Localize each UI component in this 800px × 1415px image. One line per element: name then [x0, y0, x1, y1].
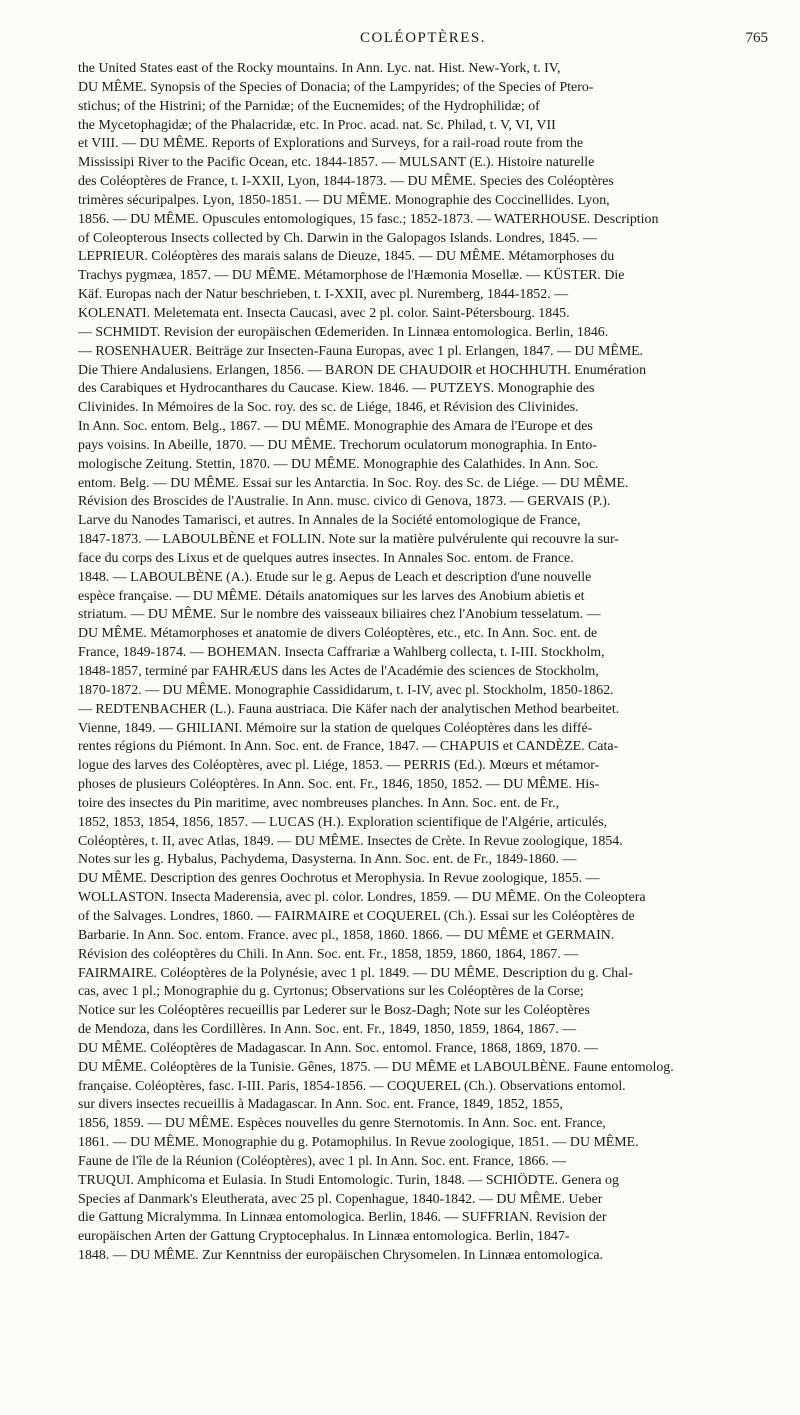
text-line: 1870-1872. — DU MÊME. Monographie Cassididarum, t. I-IV, avec pl. Stockholm, 1850-1862.	[78, 682, 614, 698]
text-line: Die Thiere Andalusiens. Erlangen, 1856. — BARON DE CHAUDOIR et HOCHHUTH. Enumération	[78, 362, 647, 378]
text-line: 1847-1873. — LABOULBÈNE et FOLLIN. Note sur la matière pulvérulente qui recouvre la sur-	[78, 532, 619, 548]
page-header	[78, 30, 768, 54]
text-line: des Coléoptères de France, t. I-XXII, Lyon, 1844-1873. — DU MÊME. Species des Coléoptères	[78, 174, 614, 190]
text-line: stichus; of the Histrini; of the Parnidæ; of the Eucnemides; of the Hydrophilidæ; of	[78, 98, 540, 114]
text-line: espèce française. — DU MÊME. Détails anatomiques sur les larves des Anobium abietis et	[78, 588, 585, 604]
text-line: of the Salvages. Londres, 1860. — FAIRMAIRE et COQUEREL (Ch.). Essai sur les Coléoptères de	[78, 908, 635, 924]
text-line: DU MÊME. Synopsis of the Species of Donacia; of the Lampyrides; of the Species of Ptero-	[78, 79, 594, 95]
text-line: logue des larves des Coléoptères, avec pl. Liége, 1853. — PERRIS (Ed.). Mœurs et métamor-	[78, 758, 600, 774]
text-line: Révision des Broscides de l'Australie. In Ann. musc. civico di Genova, 1873. — GERVAIS (P.).	[78, 494, 611, 510]
text-line: face du corps des Lixus et de quelques autres insectes. In Annales Soc. entom. de France.	[78, 550, 574, 566]
text-line: pays voisins. In Abeille, 1870. — DU MÊME. Trechorum oculatorum monographia. In Ento-	[78, 437, 597, 453]
text-line: toire des insectes du Pin maritime, avec nombreuses planches. In Ann. Soc. ent. de Fr.,	[78, 795, 560, 811]
text-line: die Gattung Micralymma. In Linnæa entomologica. Berlin, 1846. — SUFFRIAN. Revision der	[78, 1210, 607, 1226]
text-line: mologische Zeitung. Stettin, 1870. — DU MÊME. Monographie des Calathides. In Ann. Soc.	[78, 456, 599, 472]
text-line: In Ann. Soc. entom. Belg., 1867. — DU MÊME. Monographie des Amara de l'Europe et des	[78, 419, 593, 435]
text-line: striatum. — DU MÊME. Sur le nombre des vaisseaux biliaires chez l'Anobium tesselatum. —	[78, 607, 601, 623]
text-line: Notice sur les Coléoptères recueillis par Lederer sur le Bosz-Dagh; Note sur les Coléoptères	[78, 1003, 590, 1019]
text-line: phoses de plusieurs Coléoptères. In Ann. Soc. ent. Fr., 1846, 1850, 1852. — DU MÊME. His-	[78, 777, 600, 793]
running-title: COLÉOPTÈRES.	[360, 30, 486, 46]
text-line: 1848-1857, terminé par FAHRÆUS dans les Actes de l'Académie des sciences de Stockholm,	[78, 664, 599, 679]
text-line: de Mendoza, dans les Cordillères. In Ann. Soc. ent. Fr., 1849, 1850, 1859, 1864, 1867. —	[78, 1022, 577, 1038]
text-line: France, 1849-1874. — BOHEMAN. Insecta Caffrariæ a Wahlberg collecta, t. I-III. Stockholm,	[78, 645, 605, 661]
text-line: WOLLASTON. Insecta Maderensia, avec pl. color. Londres, 1859. — DU MÊME. On the Coleoptera	[78, 890, 646, 906]
text-line: DU MÊME. Coléoptères de la Tunisie. Gênes, 1875. — DU MÊME et LABOULBÈNE. Faune entomolog.	[78, 1059, 674, 1075]
text-line: cas, avec 1 pl.; Monographie du g. Cyrtonus; Observations sur les Coléoptères de la Corse;	[78, 984, 584, 1000]
text-line: 1852, 1853, 1854, 1856, 1857. — LUCAS (H.). Exploration scientifique de l'Algérie, articulés,	[78, 814, 608, 830]
text-line: KOLENATI. Meletemata ent. Insecta Caucasi, avec 2 pl. color. Saint-Pétersbourg. 1845.	[78, 305, 570, 321]
text-line: Notes sur les g. Hybalus, Pachydema, Dasysterna. In Ann. Soc. ent. de Fr., 1849-1860. —	[78, 852, 577, 868]
text-line: FAIRMAIRE. Coléoptères de la Polynésie, avec 1 pl. 1849. — DU MÊME. Description du g. Chal-	[78, 965, 633, 981]
text-line: DU MÊME. Coléoptères de Madagascar. In Ann. Soc. entomol. France, 1868, 1869, 1870. —	[78, 1040, 599, 1056]
text-line: sur divers insectes recueillis à Madagascar. In Ann. Soc. ent. France, 1849, 1852, 1855,	[78, 1097, 563, 1113]
text-line: TRUQUI. Amphicoma et Eulasia. In Studi Entomologic. Turin, 1848. — SCHIÖDTE. Genera og	[78, 1172, 619, 1188]
text-line: Faune de l'île de la Réunion (Coléoptères), avec 1 pl. In Ann. Soc. ent. France, 1866. —	[78, 1153, 567, 1169]
text-line: Vienne, 1849. — GHILIANI. Mémoire sur la station de quelques Coléoptères dans les diffé-	[78, 720, 593, 736]
text-line: entom. Belg. — DU MÊME. Essai sur les Antarctia. In Soc. Roy. des Sc. de Liége. — DU MÊME.	[78, 475, 629, 491]
text-line: 1848. — DU MÊME. Zur Kenntniss der europäischen Chrysomelen. In Linnæa entomologica.	[78, 1248, 604, 1264]
text-line: of Coleopterous Insects collected by Ch. Darwin in the Galopagos Islands. Londres, 1845. —	[78, 230, 597, 246]
bibliography-text	[78, 60, 768, 1266]
text-line: Käf. Europas nach der Natur beschrieben, t. I-XXII, avec pl. Nuremberg, 1844-1852. —	[78, 287, 568, 303]
text-line: 1856, 1859. — DU MÊME. Espèces nouvelles du genre Sternotomis. In Ann. Soc. ent. France,	[78, 1116, 606, 1132]
text-line: Clivinides. In Mémoires de la Soc. roy. des sc. de Liége, 1846, et Révision des Clivinides.	[78, 400, 579, 416]
text-line: rentes régions du Piémont. In Ann. Soc. ent. de France, 1847. — CHAPUIS et CANDÈZE. Cata-	[78, 739, 619, 755]
text-line: the United States east of the Rocky mountains. In Ann. Lyc. nat. Hist. New-York, t. IV,	[78, 61, 561, 76]
text-line: Species af Danmark's Eleutherata, avec 25 pl. Copenhague, 1840-1842. — DU MÊME. Ueber	[78, 1191, 603, 1207]
text-line: Révision des coléoptères du Chili. In Ann. Soc. ent. Fr., 1858, 1859, 1860, 1864, 1867. —	[78, 946, 579, 962]
text-line: DU MÊME. Métamorphoses et anatomie de divers Coléoptères, etc., etc. In Ann. Soc. ent. de	[78, 626, 598, 642]
text-line: 1861. — DU MÊME. Monographie du g. Potamophilus. In Revue zoologique, 1851. — DU MÊME.	[78, 1135, 639, 1151]
text-line: the Mycetophagidæ; of the Phalacridæ, etc. In Proc. acad. nat. Sc. Philad, t. V, VI, VII	[78, 117, 556, 133]
text-line: des Carabiques et Hydrocanthares du Caucase. Kiew. 1846. — PUTZEYS. Monographie des	[78, 381, 595, 397]
text-line: DU MÊME. Description des genres Oochrotus et Merophysia. In Revue zoologique, 1855. —	[78, 871, 600, 887]
text-line: — ROSENHAUER. Beiträge zur Insecten-Fauna Europas, avec 1 pl. Erlangen, 1847. — DU MÊME.	[78, 343, 644, 359]
text-line: Coléoptères, t. II, avec Atlas, 1849. — DU MÊME. Insectes de Crète. In Revue zoologique, 1854.	[78, 833, 623, 849]
text-line: Larve du Nanodes Tamarisci, et autres. In Annales de la Société entomologique de France,	[78, 513, 581, 529]
text-line: europäischen Arten der Gattung Cryptocephalus. In Linnæa entomologica. Berlin, 1847-	[78, 1229, 570, 1245]
text-line: — REDTENBACHER (L.). Fauna austriaca. Die Käfer nach der analytischen Method bearbeitet.	[78, 701, 620, 717]
text-line: 1848. — LABOULBÈNE (A.). Etude sur le g. Aepus de Leach et description d'une nouvelle	[78, 569, 592, 585]
text-line: Barbarie. In Ann. Soc. entom. France. avec pl., 1858, 1860. 1866. — DU MÊME et GERMAIN.	[78, 927, 615, 943]
text-line: — SCHMIDT. Revision der europäischen Œdemeriden. In Linnæa entomologica. Berlin, 1846.	[78, 324, 609, 340]
page-number: 765	[745, 30, 768, 46]
text-line: française. Coléoptères, fasc. I-III. Paris, 1854-1856. — COQUEREL (Ch.). Observations entomol.	[78, 1078, 626, 1094]
text-line: LEPRIEUR. Coléoptères des marais salans de Dieuze, 1845. — DU MÊME. Métamorphoses du	[78, 249, 615, 265]
text-line: 1856. — DU MÊME. Opuscules entomologiques, 15 fasc.; 1852-1873. — WATERHOUSE. Description	[78, 211, 659, 227]
text-line: trimères sécuripalpes. Lyon, 1850-1851. — DU MÊME. Monographie des Coccinellides. Lyon,	[78, 192, 610, 208]
text-line: et VIII. — DU MÊME. Reports of Explorations and Surveys, for a rail-road route from the	[78, 136, 584, 152]
text-line: Mississipi River to the Pacific Ocean, etc. 1844-1857. — MULSANT (E.). Histoire naturelle	[78, 155, 595, 171]
text-line: Trachys pygmæa, 1857. — DU MÊME. Métamorphose de l'Hæmonia Mosellæ. — KÜSTER. Die	[78, 268, 625, 284]
